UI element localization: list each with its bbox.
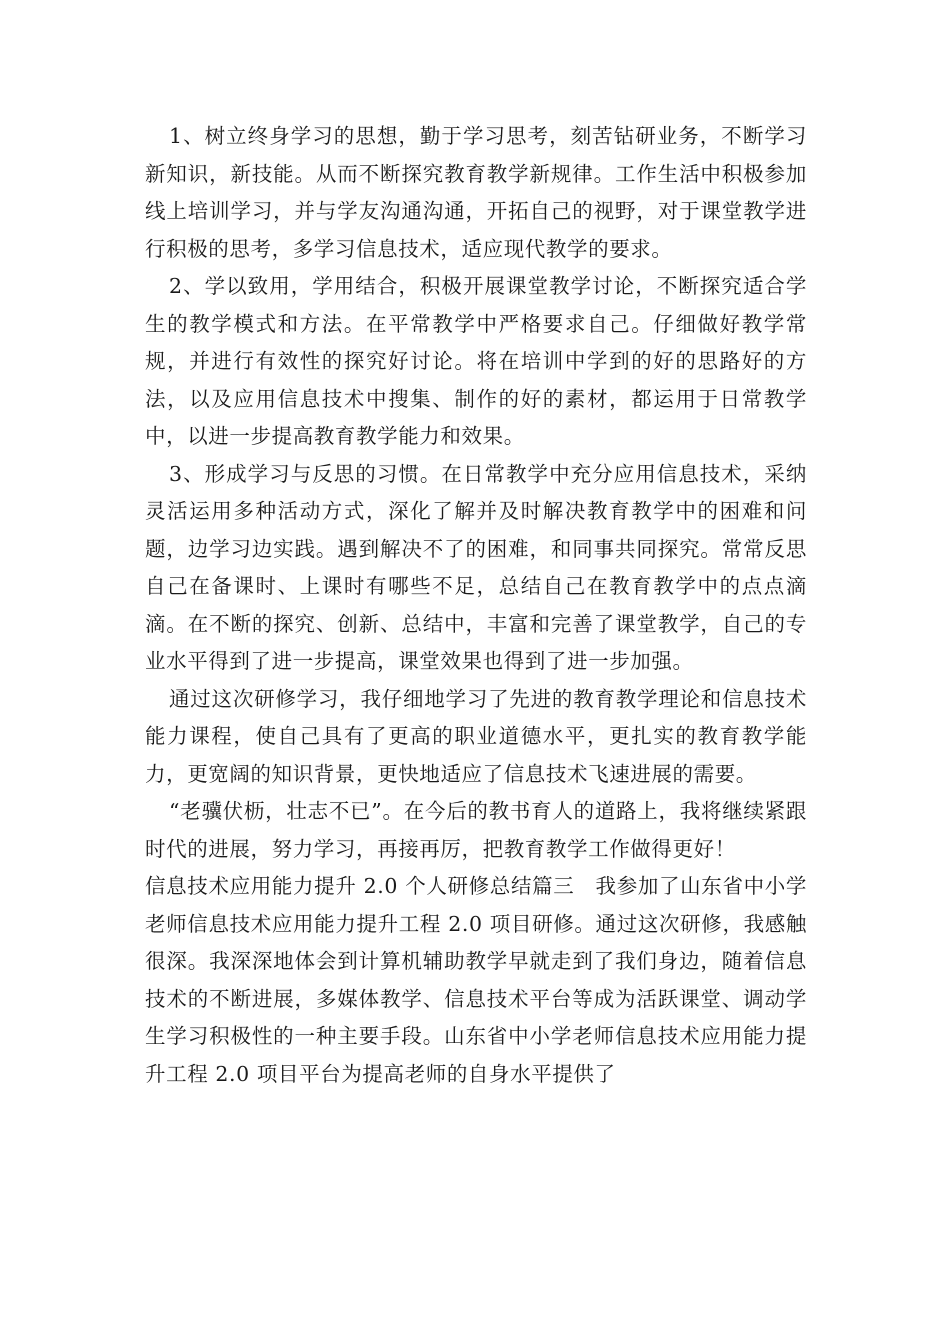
paragraph-point-1: 1、树立终身学习的思想，勤于学习思考，刻苦钻研业务，不断学习新知识，新技能。从而不断探究教育教学新规律。工作生活中积极参加线上培训学习，并与学友沟通沟通，开拓自己的视野，对于课堂教学进行积极的思考，多学习信息技术，适应现代教学的要求。	[145, 124, 807, 261]
paragraph-point-3: 3、形成学习与反思的习惯。在日常教学中充分应用信息技术，采纳灵活运用多种活动方式，深化了解并及时解决教育教学中的困难和问题，边学习边实践。遇到解决不了的困难，和同事共同探究。常常反思自己在备课时、上课时有哪些不足，总结自己在教育教学中的点点滴滴。在不断的探究、创新、总结中，丰富和完善了课堂教学，自己的专业水平得到了进一步提高，课堂效果也得到了进一步加强。	[145, 461, 807, 673]
paragraph-section-three: 信息技术应用能力提升 2.0 个人研修总结篇三 我参加了山东省中小学老师信息技术应用能力提升工程 2.0 项目研修。通过这次研修，我感触很深。我深深地体会到计算机辅助教学早就走到了我们身边，随着信息技术的不断进展，多媒体教学、信息技术平台等成为活跃课堂、调动学生学习积极性的一种主要手段。山东省中小学老师信息技术应用能力提升工程 2.0 项目平台为提高老师的自身水平提供了	[145, 874, 807, 1086]
document-body	[145, 118, 807, 1093]
paragraph-closing-quote: “老骥伏枥，壮志不已”。在今后的教书育人的道路上，我将继续紧跟时代的进展，努力学习，再接再厉，把教育教学工作做得更好！	[145, 799, 807, 861]
paragraph-point-2: 2、学以致用，学用结合，积极开展课堂教学讨论，不断探究适合学生的教学模式和方法。在平常教学中严格要求自己。仔细做好教学常规，并进行有效性的探究好讨论。将在培训中学到的好的思路好的方法，以及应用信息技术中搜集、制作的好的素材，都运用于日常教学中，以进一步提高教育教学能力和效果。	[145, 274, 807, 448]
paragraph-reflection: 通过这次研修学习，我仔细地学习了先进的教育教学理论和信息技术能力课程，使自己具有了更高的职业道德水平，更扎实的教育教学能力，更宽阔的知识背景，更快地适应了信息技术飞速进展的需要。	[145, 686, 807, 786]
